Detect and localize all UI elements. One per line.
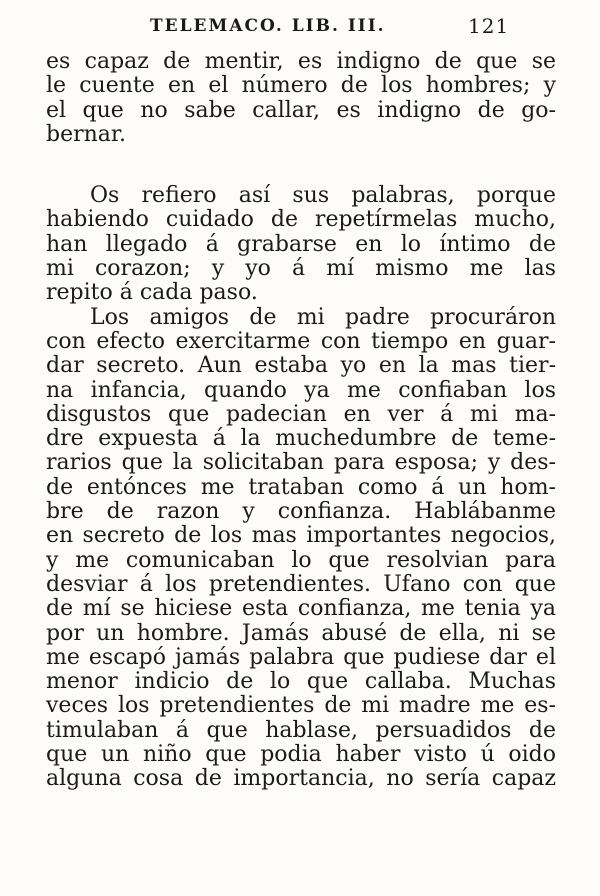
text-line: mi corazon; y yo á mí mismo me las: [46, 256, 556, 282]
text-line: con efecto exercitarme con tiempo en guar-: [46, 328, 556, 354]
text-line: que un niño que podia haber visto ú oido: [46, 742, 556, 768]
text-line: dar secreto. Aun estaba yo en la mas tier-: [46, 353, 556, 379]
text-line: por un hombre. Jamás abusé de ella, ni se: [46, 620, 556, 646]
page-number: 121: [468, 14, 510, 38]
body-text: [46, 50, 556, 792]
text-line: repito á cada paso.: [46, 280, 258, 306]
running-head: [0, 16, 600, 46]
text-line: en secreto de los mas importantes negocios,: [46, 523, 556, 549]
text-line: de entónces me trataban como á un hom-: [46, 474, 556, 500]
text-line: bre de razon y confianza. Hablábanme: [46, 499, 556, 525]
text-line: y me comunicaban lo que resolvian para: [46, 547, 556, 573]
paragraph-gap: [46, 147, 556, 184]
text-line: Los amigos de mi padre procuráron: [90, 304, 556, 330]
text-line: le cuente en el número de los hombres; y: [46, 73, 556, 99]
text-line: disgustos que padecian en ver á mi ma-: [46, 401, 556, 427]
text-line: habiendo cuidado de repetírmelas mucho,: [46, 207, 556, 233]
text-line: Os refiero así sus palabras, porque: [90, 183, 556, 209]
text-line: timulaban á que hablase, persuadidos de: [46, 717, 556, 743]
text-line: me escapó jamás palabra que pudiese dar el: [46, 644, 556, 670]
text-line: na infancia, quando ya me confiaban los: [46, 377, 556, 403]
paragraph-1: [46, 50, 556, 147]
text-line: alguna cosa de importancia, no sería capaz: [46, 766, 556, 792]
text-line: de mí se hiciese esta confianza, me tenia ya: [46, 596, 556, 622]
text-line: el que no sabe callar, es indigno de go-: [46, 97, 556, 123]
running-title: TELEMACO. LIB. III.: [150, 16, 386, 36]
paragraph-2: [46, 184, 556, 305]
text-line: veces los pretendientes de mi madre me es-: [46, 693, 556, 719]
text-line: bernar.: [46, 121, 126, 147]
text-line: rarios que la solicitaban para esposa; y des-: [46, 450, 556, 476]
text-line: desviar á los pretendientes. Ufano con que: [46, 571, 556, 597]
text-line: han llegado á grabarse en lo íntimo de: [46, 231, 556, 257]
paragraph-3: [46, 306, 556, 792]
text-line: menor indicio de lo que callaba. Muchas: [46, 669, 556, 695]
text-line: es capaz de mentir, es indigno de que se: [46, 49, 556, 74]
text-line: dre expuesta á la muchedumbre de teme-: [46, 426, 556, 452]
